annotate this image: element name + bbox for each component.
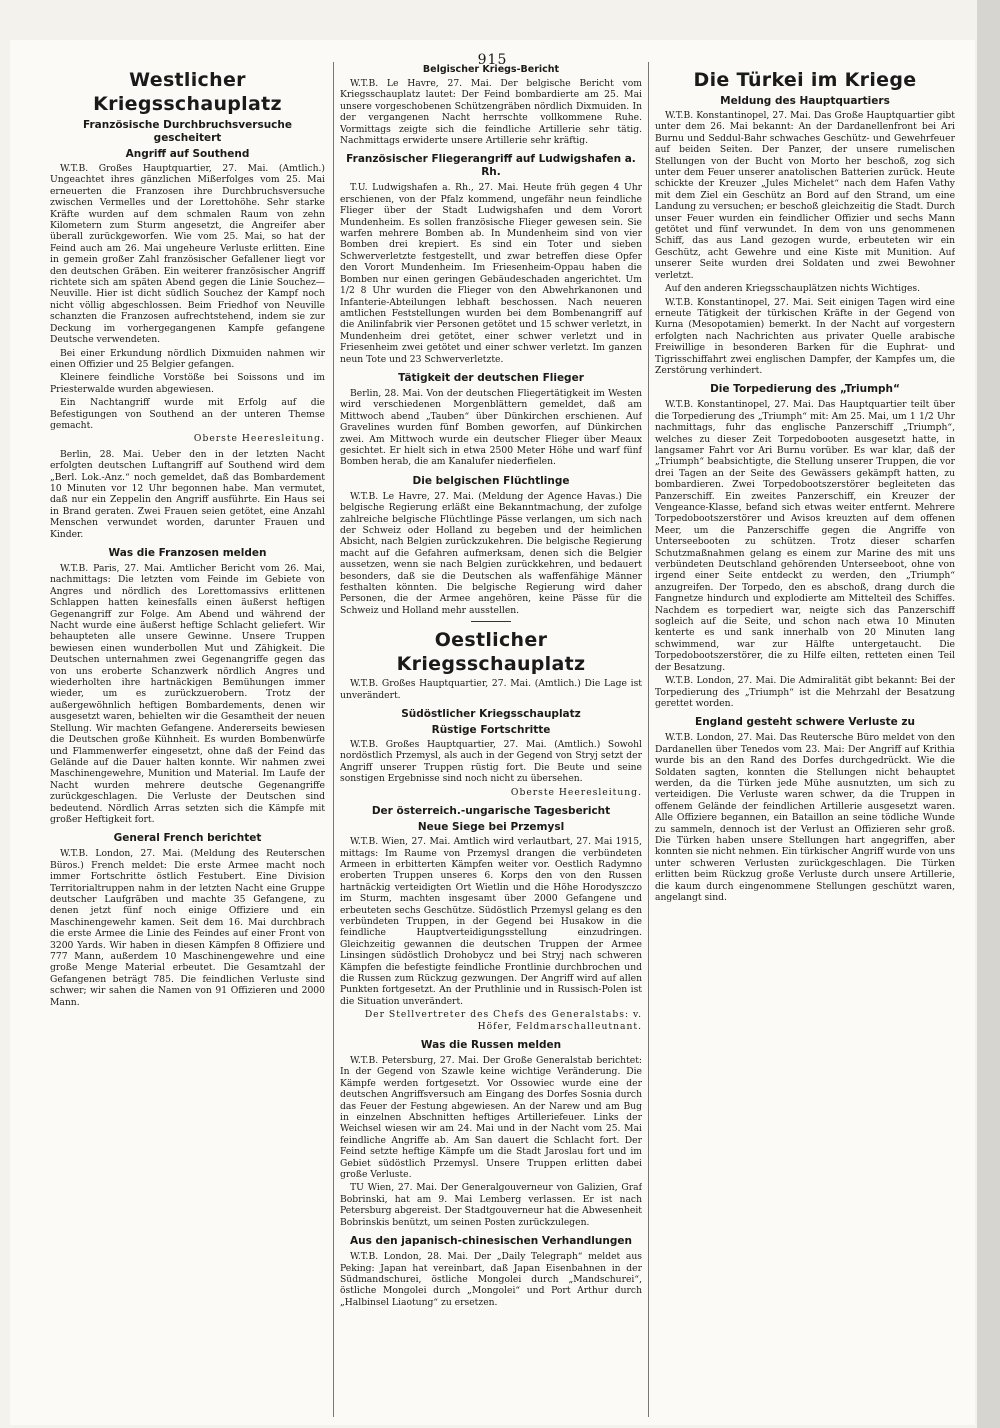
section-headline: Westlicher Kriegsschauplatz: [93, 69, 282, 115]
article-headline: Französischer Fliegerangriff auf Ludwigshafen a. Rh.: [346, 153, 636, 179]
signature: Oberste Heeresleitung.: [510, 786, 642, 798]
divider: [471, 621, 511, 622]
article-paragraph: W.T.B. Paris, 27. Mai. Amtlicher Bericht vom 26. Mai, nachmittags: Die letzten vom Feinde im Gebiete von Angres und nördlich des Lorettomassivs erlittenen Schlappen hatten keinesfalls einen äußerst heftigen Gegenangriff zur Folge. Am Abend und während der Nacht wurde eine äußerst heftige Schlacht geliefert. Wir behaupteten alle unsere Gewinne. Unsere Truppen bewiesen einen wunderbollen Mut und Zähigkeit. Die Deutschen unternahmen zwei Gegenangriffe gegen das von uns eroberte Schanzwerk nördlich Angres und wiederholten ihre hartnäckigen Bemühungen immer wieder, um es zurückzuerobern. Trotz der außergewöhnlich heftigen Bombardements, denen wir ausgesetzt waren, behielten wir die Gesamtheit der neuen Stellung. Wir machten Gefangene. Andererseits bewiesen die Deutschen große Kühnheit. Es wurden Bombenwürfe und Flammenwerfer eingesetzt, ohne daß der Feind das Gelände auf die Dauer halten konnte. Wir nahmen zwei Maschinengewehre, Munition und Material. Im Laufe der Nacht wurden mehrere deutsche Gegenangriffe zurückgeschlagen. Die Verluste der Deutschen sind bedeutend. Nördlich Arras setzten sich die Kämpfe mit großer Heftigkeit fort.: [50, 563, 325, 825]
article-paragraph: Berlin, 28. Mai. Ueber den in der letzten Nacht erfolgten deutschen Luftangriff auf Southend wird dem „Berl. Lok.-Anz.“ noch gemeldet, daß das Bombardement 10 Minuten vor 12 Uhr begonnen habe. Man vermutet, daß nur ein Zeppelin den Angriff ausführte. Ein Haus sei in Brand geraten. Zwei Frauen seien getötet, eine Anzahl Menschen verwundet worden, darunter Frauen und Kinder.: [50, 448, 325, 540]
section-headline: Die Türkei im Kriege: [693, 69, 917, 91]
article-paragraph: Kleinere feindliche Vorstöße bei Soissons und im Priesterwalde wurden abgewiesen.: [50, 372, 325, 395]
article-paragraph: W.T.B. Großes Hauptquartier, 27. Mai. (Amtlich.) Die Lage ist unverändert.: [340, 678, 642, 701]
subheadline: Neue Siege bei Przemysl: [417, 821, 565, 834]
article-paragraph: W.T.B. Wien, 27. Mai. Amtlich wird verlautbart, 27. Mai 1915, mittags: Im Raume von Przemysl drangen die verbündeten Armeen in erbitterten Kämpfen weiter vor. Oestlich Radymno eroberten Truppen unseres 6. Korps den von den Russen hartnäckig verteidigten Ort Wietlin und die Höhe Horodyszczo im Sturm, machten insgesamt über 2000 Gefangene und erbeuteten sechs Geschütze. Südöstlich Przemysl gelang es den verbündeten Truppen, in der Gegend bei Husakow in die feindliche Hauptverteidigungsstellung einzudringen. Gleichzeitig gewannen die deutschen Truppen der Armee Linsingen südöstlich Drohobycz und bei Stryj nach schweren Kämpfen die befestigte feindliche Frontlinie durchbrochen und die Russen zum Rückzug gezwungen. Der Angriff wird auf allen Punkten fortgesetzt. An der Pruthlinie und in Russisch-Polen ist die Situation unverändert.: [340, 836, 642, 1007]
subheadline: Französische Durchbruchsversuche gescheitert: [82, 119, 292, 144]
article-headline: Was die Russen melden: [420, 1039, 562, 1051]
article-paragraph: W.T.B. Le Havre, 27. Mai. (Meldung der Agence Havas.) Die belgische Regierung erläßt eine Bekanntmachung, der zufolge zahlreiche belgische Flüchtlinge Pässe verlangen, um sich nach der Schweiz oder Holland zu begeben und der heimlichen Absicht, nach Belgien zurückzukehren. Die belgische Regierung macht auf die Gefahren aufmerksam, denen sich die Belgier aussetzen, wenn sie nach Belgien zurückkehren, und bedauert besonders, daß sie die Deutschen als waffenfähige Männer festhalten könnten. Die belgische Regierung wird daher Personen, die der Armee angehören, keine Pässe für die Schweiz und Holland mehr ausstellen.: [340, 490, 642, 616]
article-headline: Aus den japanisch-chinesischen Verhandlungen: [350, 1235, 632, 1248]
article-paragraph: Ein Nachtangriff wurde mit Erfolg auf die Befestigungen von Southend an der unteren Themse gemacht.: [50, 397, 325, 431]
subheadline: Angriff auf Southend: [125, 148, 250, 160]
article-paragraph: W.T.B. Petersburg, 27. Mai. Der Große Generalstab berichtet: In der Gegend von Szawle keine wichtige Veränderung. Die Kämpfe werden fortgesetzt. Vor Ossowiec wurde eine der deutschen Angriffsversuch am Eingang des Dorfes Sosnia durch das Feuer der Festung abgewiesen. An der Narew und am Bug in einzelnen Abschnitten heftiges Artilleriefeuer. Links der Weichsel wiesen wir am 24. Mai und in der Nacht vom 25. Mai feindliche Angriffe ab. Am San dauert die Schlacht fort. Der Feind setzte heftige Kämpfe um die Stadt Jaroslau fort und im Gebiet südöstlich Przemysl. Unsere Truppen erlitten dabei große Verluste.: [340, 1055, 642, 1181]
signature: Der Stellvertreter des Chefs des Generalstabs: v. Höfer, Feldmarschalleutnant.: [364, 1009, 642, 1032]
newspaper-page: [10, 40, 975, 1425]
article-paragraph: W.T.B. Konstantinopel, 27. Mai. Das Hauptquartier teilt über die Torpedierung des „Triumph“ mit: Am 25. Mai, um 1 1/2 Uhr nachmittags, fuhr das englische Panzerschiff „Triumph“, welches zu dieser Zeit Torpedobooten ausgesetzt hatte, in langsamer Fahrt vor Ari Burnu vorüber. Es war klar, daß der „Triumph“ beabsichtigte, die Stellung unserer Truppen, die vor drei Tagen an der Seite des Gewässers gekämpft hatten, zu bombardieren. Zwei Torpedobootszerstörer begleiteten das Panzerschiff. Ein zweites Panzerschiff, ein Kreuzer der Vengeance-Klasse, befand sich etwas weiter entfernt. Mehrere Torpedobootszerstörer und Avisos kreuzten auf dem offenen Meer, um die Panzerschiffe gegen die Angriffe von Unterseebooten zu schützen. Trotz dieser scharfen Schutzmaßnahmen gelang es einem zur Marine des mit uns verbündeten Deutschland gehörenden Unterseeboot, ohne von irgend einer Seite entdeckt zu werden, den „Triumph“ anzugreifen. Der Torpedo, den es abschoß, drang durch die Fangnetze hindurch und explodierte am Mittelteil des Schiffes. Nachdem es torpediert war, neigte sich das Panzerschiff sogleich auf die Seite, und schon nach etwa 10 Minuten kenterte es und sank innerhalb von 20 Minuten lang schwimmend, war zur Hälfte untergetaucht. Die Torpedobootszerstörer, die zu Hilfe eilten, retteten einen Teil der Besatzung.: [655, 399, 955, 673]
column-middle: [340, 62, 642, 1422]
article-headline: Belgischer Kriegs-Bericht: [422, 64, 560, 75]
section-headline: Oestlicher Kriegsschauplatz: [396, 629, 586, 676]
article-headline: Die Torpedierung des „Triumph“: [710, 383, 900, 396]
signature: Oberste Heeresleitung.: [193, 433, 325, 445]
article-headline: General French berichtet: [113, 832, 262, 845]
scan-edge: [977, 0, 1000, 1428]
column-rule: [648, 62, 649, 1417]
article-paragraph: T.U. Ludwigshafen a. Rh., 27. Mai. Heute früh gegen 4 Uhr erschienen, von der Pfalz kommend, ungefähr neun feindliche Flieger über der Stadt Ludwigshafen und dem Vorort Mundenheim. Es sollen französische Flieger gewesen sein. Sie warfen mehrere Bomben ab. In Mundenheim sind von vier Bomben drei krepiert. Es sind ein Toter und sieben Schwerverletzte festgestellt, und zwar betreffen diese Opfer den Vorort Mundenheim. Im Friesenheim-Oppau haben die Bomben nur einen geringen Gebäudeschaden angerichtet. Um 1/2 8 Uhr wurden die Flieger von den Abwehrkanonen und Infanterie-Abteilungen lebhaft beschossen. Nach neueren amtlichen Feststellungen wurden bei dem Bombenangriff auf die Anilinfabrik vier Personen getötet und 15 schwer verletzt, in Mundenheim drei getötet, einer schwer verletzt und in Friesenheim zwei getötet und einer schwer verletzt. Im ganzen neun Tote und 23 Schwerverletzte.: [340, 182, 642, 365]
article-headline: Was die Franzosen melden: [108, 547, 267, 559]
column-left: [50, 62, 325, 1422]
article-paragraph: W.T.B. London, 27. Mai. Das Reutersche Büro meldet von den Dardanellen über Tenedos vom 23. Mai: Der Angriff auf Krithia wurde bis an den Rand des Dorfes durchgedrückt. Wie die Soldaten sagten, konnten die Stellungen nicht behauptet werden, da die Türken jede Mühe ausnutzten, um sich zu verteidigen. Die Verluste waren schwer, da die Truppen in offenem Gelände der feindlichen Artillerie ausgesetzt waren. Alle Offiziere begannen, ein Bataillon an seine tödliche Wunde zu sammeln, dennoch ist der Verlust an Offizieren sehr groß. Die Türken haben unsere Stellungen hart angegriffen, aber konnten sie nicht nehmen. Ein türkischer Angriff wurde von uns unter schweren Verlusten zurückgeschlagen. Die Türken erlitten beim Rückzug große Verluste durch unsere Artillerie, die kaum durch eingenommene Stellungen geschützt waren, angelangt sind.: [655, 732, 955, 903]
subheadline: Rüstige Fortschritte: [431, 724, 551, 737]
article-paragraph: W.T.B. London, 27. Mai. Die Admiralität gibt bekannt: Bei der Torpedierung des „Triumph“ ist die Mehrzahl der Besatzung gerettet worden.: [655, 675, 955, 709]
article-headline: Die belgischen Flüchtlinge: [412, 474, 570, 487]
section-headline: Südöstlicher Kriegsschauplatz: [401, 708, 581, 721]
article-paragraph: W.T.B. Großes Hauptquartier, 27. Mai. (Amtlich.) Ungeachtet ihres gänzlichen Mißerfolges vom 25. Mai erneuerten die Franzosen ihre Durchbruchsversuche zwischen Vermelles und der Lorettohöhe. Sehr starke Kräfte wurden auf dem schmalen Raum von zehn Kilometern zum Sturm angesetzt, die Angreifer aber überall zurückgeworfen. Wie vom 25. Mai, so hat der Feind auch am 26. Mai ungeheure Verluste erlitten. Eine in gemein großer Zahl französischer Gefallener liegt vor den deutschen Gräben. Ein weiterer französischer Angriff richtete sich am späten Abend gegen die Linie Souchez—Neuville. Hier ist dicht südlich Souchez der Kampf noch nicht völlig abgeschlossen. Beim Friedhof von Neuville schanzten die Franzosen aufrechtstehend, indem sie zur Deckung im vorhergegangenen Kampfe gefangene Deutsche verwendeten.: [50, 163, 325, 346]
subheadline: Meldung des Hauptquartiers: [720, 95, 890, 107]
article-paragraph: W.T.B. Le Havre, 27. Mai. Der belgische Bericht vom Kriegsschauplatz lautet: Der Feind bombardierte am 25. Mai unsere vorgeschobenen Schützengräben nördlich Dixmuiden. In der vergangenen Nacht herrschte vollkommene Ruhe. Vormittags zeigte sich die feindliche Artillerie sehr tätig. Nachmittags erwiderte unsere Artillerie sehr kräftig.: [340, 78, 642, 147]
article-paragraph: Berlin, 28. Mai. Von der deutschen Fliegertätigkeit im Westen wird verschiedenen Morgenblättern gemeldet, daß am Mittwoch abend „Tauben“ über Dünkirchen erschienen. Auf Gravelines wurden fünf Bomben geworfen, auf Dünkirchen zwei. Am Mittwoch wurde ein deutscher Flieger über Meaux gesichtet. Er hielt sich in etwa 2500 Meter Höhe und warf fünf Bomben herab, die am Kanalufer niederfielen.: [340, 387, 642, 468]
article-headline: England gesteht schwere Verluste zu: [695, 716, 915, 729]
article-paragraph: Bei einer Erkundung nördlich Dixmuiden nahmen wir einen Offizier und 25 Belgier gefangen.: [50, 347, 325, 370]
section-headline: Der österreich.-ungarische Tagesbericht: [371, 805, 611, 818]
article-paragraph: W.T.B. Konstantinopel, 27. Mai. Das Große Hauptquartier gibt unter dem 26. Mai bekannt: An der Dardanellenfront bei Ari Burnu und Seddul-Bahr schwaches Geschütz- und Gewehrfeuer auf beiden Seiten. Der Panzer, der unsere rumelischen Stellungen von der Bucht von Morto her beschoß, zog sich unter dem Feuer unserer anatolischen Batterien zurück. Heute schickte der Kreuzer „Jules Michelet“ nach dem Hafen Vathy mit dem Ziel ein Geschütz an Bord auf den Strand, um eine Landung zu versuchen; er beschoß gleichzeitig die Stadt. Durch unser Feuer wurden ein feindlicher Offizier und sechs Mann getötet und fünf verwundet. In dem von uns genommenen Schiff, das aus Land gezogen wurde, erbeuteten wir ein Geschütz, acht Gewehre und eine Kiste mit Munition. Auf unserer Seite wurden drei Soldaten und zwei Bewohner verletzt.: [655, 110, 955, 281]
column-rule: [333, 62, 334, 1417]
article-paragraph: TU Wien, 27. Mai. Der Generalgouverneur von Galizien, Graf Bobrinski, hat am 9. Mai Lemberg verlassen. Er ist nach Petersburg abgereist. Der Stadtgouverneur hat die Abwesenheit Bobrinskis benützt, um seinen Posten zurückzulegen.: [340, 1182, 642, 1228]
article-paragraph: W.T.B. Konstantinopel, 27. Mai. Seit einigen Tagen wird eine erneute Tätigkeit der türkischen Kräfte in der Gegend von Kurna (Mesopotamien) bemerkt. In der Nacht auf vorgestern erfolgten nach Nachrichten aus privater Quelle arabische Freiwillige in besonderen Barken für die Euphrat- und Tigrisschiffahrt zwei englischen Dampfer, der Kampfes um, die Zerstörung verhindert.: [655, 296, 955, 376]
article-paragraph: Auf den anderen Kriegsschauplätzen nichts Wichtiges.: [665, 283, 921, 295]
article-headline: Tätigkeit der deutschen Flieger: [398, 371, 584, 384]
article-paragraph: W.T.B. London, 27. Mai. (Meldung des Reuterschen Büros.) French meldet: Die erste Armee macht noch immer Fortschritte östlich Festubert. Eine Division Territorialtruppen nahm in der letzten Nacht eine Gruppe deutscher Laufgräben und machte 35 Gefangene, zu denen jetzt fünf noch einige Offiziere und ein Maschinengewehr kamen. Seit dem 16. Mai durchbrach die erste Armee die Linie des Feindes auf einer Front von 3200 Yards. Wir haben in diesen Kämpfen 8 Offiziere und 777 Mann, außerdem 10 Maschinengewehre und eine große Menge Material erbeutet. Die Gesamtzahl der Gefangenen beträgt 785. Die feindlichen Verluste sind schwer; wir sahen die Namen von 91 Offizieren und 2000 Mann.: [50, 848, 325, 1008]
page-number: 915: [477, 52, 508, 68]
column-right: [655, 62, 955, 1422]
article-paragraph: W.T.B. Großes Hauptquartier, 27. Mai. (Amtlich.) Sowohl nordöstlich Przemysl, als auch in der Gegend von Stryj setzt der Angriff unserer Truppen rüstig fort. Die Beute und seine sonstigen Ergebnisse sind noch nicht zu übersehen.: [340, 739, 642, 785]
article-paragraph: W.T.B. London, 28. Mai. Der „Daily Telegraph“ meldet aus Peking: Japan hat vereinbart, daß Japan Eisenbahnen in der Südmandschurei, östliche Mongolei durch „Mandschurei“, östliche Mongolei durch „Mongolei“ und Port Arthur durch „Halbinsel Liaotung“ zu ersetzen.: [340, 1251, 642, 1308]
